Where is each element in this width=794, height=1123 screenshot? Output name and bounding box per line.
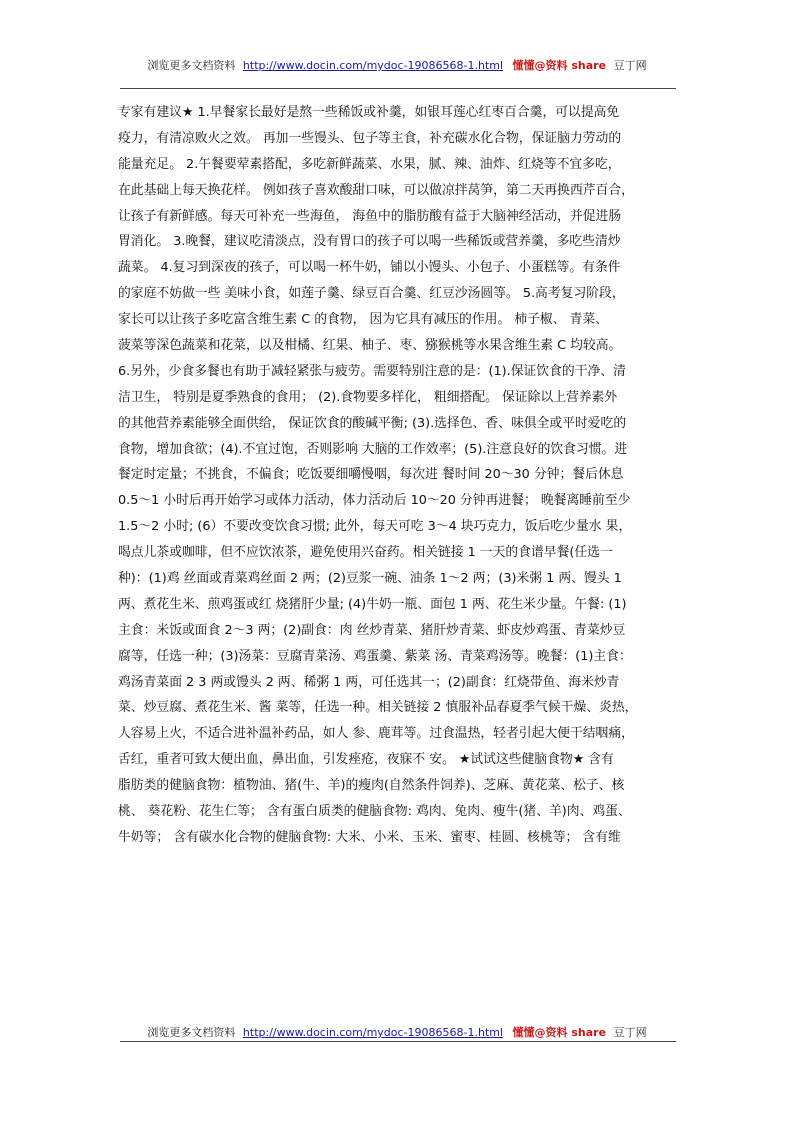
footer-brand: 豆丁网 [613, 1026, 647, 1039]
header-label: 浏览更多文档资料 [147, 59, 236, 72]
footer-url-link[interactable]: http://www.docin.com/mydoc-19086568-1.html [242, 1026, 504, 1039]
text-line: 舌红，重者可致大便出血，鼻出血，引发痤疮，夜寐不 安。 ★试试这些健脑食物★ 含有 [118, 752, 614, 768]
header-url-link[interactable]: http://www.docin.com/mydoc-19086568-1.html [242, 59, 504, 72]
text-line: 家长可以让孩子多吃富含维生素 C 的食物， 因为它具有减压的作用。 柿子椒、 青菜、 [118, 312, 608, 328]
text-line: 的其他营养素能够全面供给， 保证饮食的酸碱平衡; (3).选择色、香、味俱全或平时爱吃的 [118, 415, 627, 431]
page-header [0, 59, 794, 73]
document-body [118, 100, 678, 851]
text-line: 鸡汤青菜面 2 3 两或馒头 2 两、稀粥 1 两，可任选其一；(2)副食：红烧带鱼、海米炒青 [118, 674, 620, 690]
page-footer [0, 1026, 794, 1040]
text-line: 疫力，有清凉败火之效。 再加一些馒头、包子等主食，补充碳水化合物，保证脑力劳动的 [118, 130, 622, 146]
text-line: 菜、炒豆腐、煮花生米、酱 菜等，任选一种。相关链接 2 慎服补品春夏季气候干燥、炎热， [118, 700, 638, 716]
text-line: 腐等，任选一种；(3)汤菜：豆腐青菜汤、鸡蛋羹、紫菜 汤、青菜鸡汤等。晚餐：(1)主食： [118, 648, 632, 664]
text-line: 胃消化。 3.晚餐，建议吃清淡点，没有胃口的孩子可以喝一些稀饭或营养羹，多吃些清炒 [118, 234, 621, 250]
footer-share-logo: 懂懂@资料 share [512, 1026, 607, 1039]
text-line: 专家有建议★ 1.早餐家长最好是熬一些稀饭或补羹，如银耳莲心红枣百合羹，可以提高免 [118, 105, 620, 120]
header-share-logo: 懂懂@资料 share [512, 59, 607, 72]
header-brand: 豆丁网 [613, 59, 647, 72]
header-divider [120, 88, 676, 89]
text-line: 牛奶等； 含有碳水化合物的健脑食物: 大米、小米、玉米、蜜枣、桂圆、核桃等； 含有维 [118, 829, 621, 845]
text-line: 1.5～2 小时; (6）不要改变饮食习惯; 此外，每天可吃 3～4 块巧克力，饭后吃少量水 果， [118, 519, 632, 535]
text-line: 菠菜等深色蔬菜和花菜，以及柑橘、红果、柚子、枣、猕猴桃等水果含维生素 C 均较高。 [118, 338, 622, 354]
footer-divider [120, 1041, 676, 1042]
text-line: 桃、 葵花粉、花生仁等； 含有蛋白质类的健脑食物: 鸡肉、兔肉、瘦牛(猪、羊)肉、鸡蛋、 [118, 804, 631, 820]
footer-label: 浏览更多文档资料 [147, 1026, 236, 1039]
text-line: 两、煮花生米、煎鸡蛋或红 烧猪肝少量; (4)牛奶一瓶、面包 1 两、花生米少量。午餐: (1) [118, 596, 627, 612]
text-line: 种)：(1)鸡 丝面或青菜鸡丝面 2 两；(2)豆浆一碗、油条 1～2 两；(3)米粥 1 两、馒头 1 [118, 571, 622, 587]
text-line: 的家庭不妨做一些 美味小食，如莲子羹、绿豆百合羹、红豆沙汤圆等。 5.高考复习阶段， [118, 286, 625, 302]
text-line: 0.5～1 小时后再开始学习或体力活动，体力活动后 10～20 分钟再进餐； 晚餐离睡前至少 [118, 493, 631, 509]
text-line: 喝点儿茶或咖啡，但不应饮浓茶，避免使用兴奋药。相关链接 1 一天的食谱早餐(任选一 [118, 545, 613, 561]
text-line: 洁卫生， 特别是夏季熟食的食用； (2).食物要多样化， 粗细搭配。 保证除以上营养素外 [118, 389, 618, 405]
text-line: 食物，增加食欲；(4).不宜过饱，否则影响 大脑的工作效率；(5).注意良好的饮食习惯。进 [118, 441, 628, 457]
text-line: 让孩子有新鲜感。每天可补充一些海鱼， 海鱼中的脂肪酸有益于大脑神经活动，并促进肠 [118, 208, 622, 224]
text-line: 在此基础上每天换花样。 例如孩子喜欢酸甜口味，可以做凉拌莴笋，第二天再换西芹百合， [118, 182, 634, 198]
text-line: 蔬菜。 4.复习到深夜的孩子，可以喝一杯牛奶，铺以小馒头、小包子、小蛋糕等。有条件 [118, 260, 621, 276]
text-line: 主食：米饭或面食 2～3 两；(2)副食：肉 丝炒青菜、猪肝炒青菜、虾皮炒鸡蛋、青菜炒豆 [118, 622, 626, 638]
text-line: 能量充足。 2.午餐要荤素搭配，多吃新鲜蔬菜、水果，腻、辣、油炸、红烧等不宜多吃， [118, 156, 621, 172]
text-line: 脂肪类的健脑食物：植物油、猪(牛、羊)的瘦肉(自然条件饲养)、芝麻、黄花菜、松子、核 [118, 778, 625, 794]
text-line: 人容易上火，不适合进补温补药品，如人 参、鹿茸等。过食温热，轻者引起大便干结咽痛， [118, 726, 634, 742]
text-line: 餐定时定量；不挑食，不偏食；吃饭要细嚼慢咽，每次进 餐时间 20～30 分钟；餐后休息 [118, 467, 624, 483]
text-line: 6.另外，少食多餐也有助于减轻紧张与疲劳。需要特别注意的是：(1).保证饮食的干净、清 [118, 363, 626, 379]
